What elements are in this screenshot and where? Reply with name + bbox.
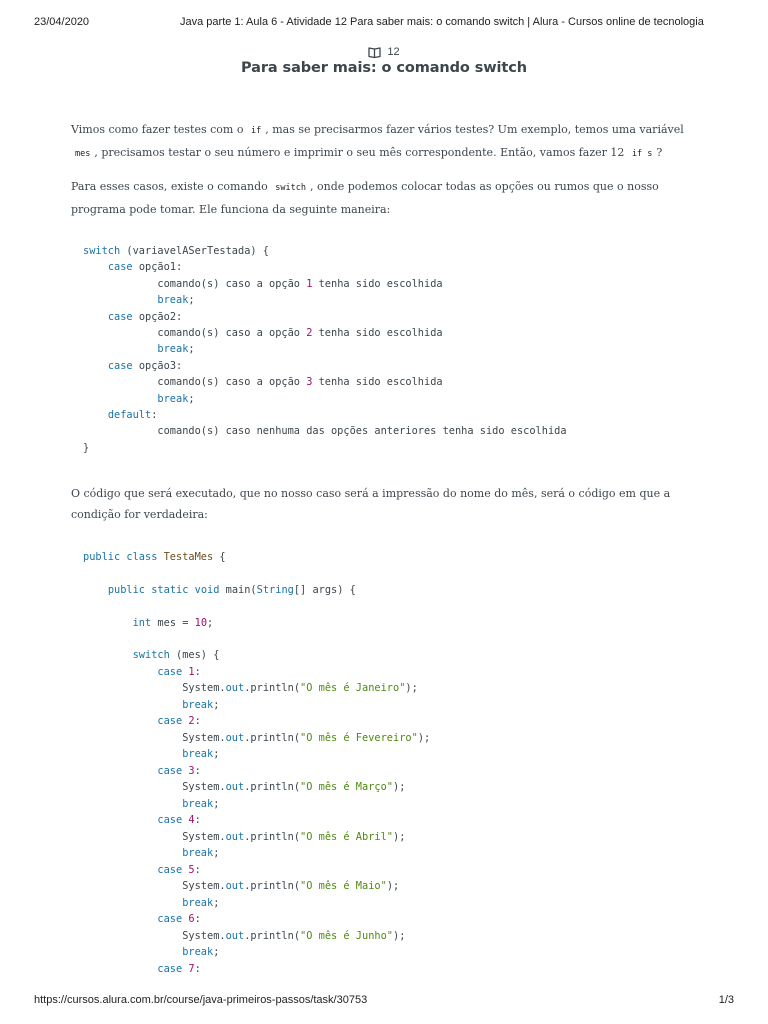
code-token: switch bbox=[132, 649, 170, 662]
text: Vimos como fazer testes com o bbox=[71, 123, 244, 136]
code-line bbox=[83, 292, 567, 308]
code-token: System. bbox=[182, 880, 226, 893]
code-token: out bbox=[225, 830, 245, 843]
code-token: ); bbox=[405, 682, 418, 695]
code-line bbox=[83, 763, 430, 780]
code-token: : bbox=[194, 715, 201, 728]
code-token: ); bbox=[393, 929, 406, 942]
code-token: 1 bbox=[188, 665, 195, 678]
code-token: case bbox=[107, 261, 133, 274]
code-token: opção1: bbox=[132, 261, 183, 274]
inline-code: if s bbox=[631, 149, 653, 159]
code-token: out bbox=[225, 929, 245, 942]
code-token: String bbox=[256, 583, 294, 596]
code-token: : bbox=[194, 863, 201, 876]
inline-code: if bbox=[250, 126, 262, 136]
code-token: .println( bbox=[244, 781, 301, 794]
code-token: comando(s) caso nenhuma das opções anteriores tenha sido escolhida bbox=[157, 425, 567, 438]
code-token: case bbox=[157, 962, 183, 975]
code-token: void bbox=[194, 583, 220, 596]
code-token: (variavelASerTestada) { bbox=[120, 245, 269, 257]
code-token: 7 bbox=[188, 962, 195, 975]
code-token: ; bbox=[213, 847, 220, 860]
print-date: 23/04/2020 bbox=[34, 16, 90, 28]
code-token: System. bbox=[182, 682, 226, 695]
code-line bbox=[83, 895, 430, 912]
code-token: : bbox=[194, 764, 201, 777]
code-token: : bbox=[194, 814, 201, 827]
code-line bbox=[83, 407, 567, 423]
code-token: System. bbox=[182, 781, 226, 794]
code-token: "O mês é Fevereiro" bbox=[300, 731, 418, 744]
code-line bbox=[83, 911, 430, 928]
code-token: ; bbox=[188, 294, 195, 307]
code-token: .println( bbox=[244, 929, 301, 942]
code-token: System. bbox=[182, 731, 226, 744]
code-token: case bbox=[157, 814, 183, 827]
text: ? bbox=[656, 146, 663, 159]
code-token: .println( bbox=[244, 880, 301, 893]
code-line bbox=[83, 309, 567, 325]
code-line bbox=[83, 944, 430, 961]
code-token: ; bbox=[207, 616, 214, 629]
code-token: "O mês é Janeiro" bbox=[300, 682, 406, 695]
code-token: .println( bbox=[244, 830, 301, 843]
code-line bbox=[83, 812, 430, 829]
code-token: comando(s) caso a opção bbox=[157, 277, 307, 290]
code-line bbox=[83, 440, 567, 456]
code-line bbox=[83, 779, 430, 796]
code-block-testames-example bbox=[83, 549, 430, 977]
code-token: ); bbox=[393, 830, 406, 843]
code-token: break bbox=[157, 392, 189, 405]
code-token: ; bbox=[213, 698, 220, 711]
code-token: 3 bbox=[188, 764, 195, 777]
code-token: switch bbox=[83, 245, 121, 257]
code-line bbox=[83, 615, 430, 632]
page-title: Para saber mais: o comando switch bbox=[241, 60, 527, 76]
code-token: 2 bbox=[188, 715, 195, 728]
task-number: 12 bbox=[387, 46, 400, 58]
code-token: "O mês é Abril" bbox=[300, 830, 394, 843]
code-token: out bbox=[225, 880, 245, 893]
code-token: break bbox=[157, 294, 189, 307]
code-token: ); bbox=[386, 880, 400, 893]
code-line bbox=[83, 664, 430, 681]
code-token: ; bbox=[213, 896, 220, 909]
code-token: .println( bbox=[244, 682, 301, 695]
code-token: System. bbox=[182, 830, 226, 843]
print-footer bbox=[0, 994, 768, 1010]
code-line bbox=[83, 374, 567, 390]
code-token: (mes) { bbox=[169, 649, 220, 662]
code-token: out bbox=[225, 682, 245, 695]
code-line bbox=[83, 276, 567, 292]
code-line bbox=[83, 680, 430, 697]
code-token: class bbox=[126, 551, 158, 563]
code-token: 10 bbox=[194, 616, 208, 629]
code-token: .println( bbox=[244, 731, 301, 744]
code-token: public bbox=[83, 551, 121, 563]
code-token: : bbox=[194, 665, 201, 678]
code-line bbox=[83, 746, 430, 763]
code-token: break bbox=[182, 698, 214, 711]
code-token: ); bbox=[417, 731, 431, 744]
code-line bbox=[83, 549, 430, 566]
code-token: ; bbox=[188, 343, 195, 356]
code-token: case bbox=[157, 715, 183, 728]
code-line bbox=[83, 829, 430, 846]
paragraph-switch-intro bbox=[71, 176, 691, 220]
text: , precisamos testar o seu número e imprimir o seu mês correspondente. Então, vamos fazer 12 bbox=[94, 146, 625, 159]
code-token: ; bbox=[213, 946, 220, 959]
code-line bbox=[83, 928, 430, 945]
code-token: "O mês é Junho" bbox=[300, 929, 394, 942]
code-line bbox=[83, 325, 567, 341]
code-token: break bbox=[182, 847, 214, 860]
code-token: break bbox=[182, 748, 214, 761]
code-token: opção2: bbox=[132, 310, 183, 323]
code-line bbox=[83, 862, 430, 879]
page-url: https://cursos.alura.com.br/course/java-primeiros-passos/task/30753 bbox=[34, 994, 368, 1006]
code-line bbox=[83, 796, 430, 813]
code-line bbox=[83, 358, 567, 374]
code-line bbox=[83, 391, 567, 407]
code-token: tenha sido escolhida bbox=[312, 277, 443, 290]
code-token: { bbox=[213, 551, 226, 563]
code-token: tenha sido escolhida bbox=[312, 326, 443, 339]
task-badge bbox=[0, 44, 768, 60]
code-token: break bbox=[182, 896, 214, 909]
code-line bbox=[83, 259, 567, 275]
paragraph-explanation: O código que será executado, que no nosso caso será a impressão do nome do mês, será o código em que a condição for verdadeira: bbox=[71, 487, 671, 521]
print-page-title: Java parte 1: Aula 6 - Atividade 12 Para saber mais: o comando switch | Alura - Cursos online de tecnologia bbox=[180, 16, 704, 28]
code-token: : bbox=[194, 962, 201, 975]
inline-code: switch bbox=[275, 183, 307, 193]
code-token: 3 bbox=[306, 376, 313, 389]
code-token: int bbox=[132, 616, 152, 629]
code-token: } bbox=[83, 441, 90, 454]
code-token: default bbox=[107, 408, 152, 421]
text: , onde podemos colocar todas as opções ou rumos que o nosso programa pode tomar. Ele funciona da seguinte maneira: bbox=[71, 180, 659, 216]
text: , mas se precisarmos fazer vários testes? Um exemplo, temos uma variável bbox=[265, 123, 684, 136]
text: Para esses casos, existe o comando bbox=[71, 180, 268, 193]
code-token: 5 bbox=[188, 863, 195, 876]
code-token: break bbox=[182, 946, 214, 959]
code-token: main( bbox=[219, 583, 257, 596]
code-token: public bbox=[107, 583, 146, 596]
code-token: opção3: bbox=[132, 359, 183, 372]
code-line bbox=[83, 243, 567, 259]
code-token: ; bbox=[213, 797, 220, 810]
code-token: case bbox=[107, 359, 133, 372]
code-line bbox=[83, 697, 430, 714]
code-line bbox=[83, 845, 430, 862]
code-line bbox=[83, 423, 567, 439]
code-line bbox=[83, 713, 430, 730]
code-token: ; bbox=[213, 748, 220, 761]
code-token: "O mês é Março" bbox=[300, 781, 394, 794]
code-token: 6 bbox=[188, 913, 195, 926]
code-token: break bbox=[182, 797, 214, 810]
print-header bbox=[0, 14, 768, 34]
code-block-switch-template bbox=[83, 243, 567, 456]
code-token: [] args) { bbox=[293, 583, 356, 596]
page-number: 1/3 bbox=[718, 994, 734, 1006]
code-token: case bbox=[157, 913, 183, 926]
code-token bbox=[83, 566, 430, 582]
code-line bbox=[83, 961, 430, 978]
code-token: "O mês é Maio" bbox=[300, 880, 387, 893]
code-line bbox=[83, 730, 430, 747]
code-token: case bbox=[157, 764, 183, 777]
code-line bbox=[83, 341, 567, 357]
code-token: out bbox=[225, 731, 245, 744]
code-token: tenha sido escolhida bbox=[312, 376, 443, 389]
book-icon bbox=[368, 46, 381, 58]
code-line bbox=[83, 647, 430, 664]
code-token: 4 bbox=[188, 814, 195, 827]
code-token bbox=[83, 598, 430, 614]
code-token: out bbox=[225, 781, 245, 794]
code-token: TestaMes bbox=[163, 551, 214, 563]
code-token: static bbox=[151, 583, 189, 596]
code-token: case bbox=[107, 310, 133, 323]
code-line bbox=[83, 582, 430, 599]
code-line bbox=[83, 878, 430, 895]
inline-code: mes bbox=[75, 149, 91, 159]
code-token: comando(s) caso a opção bbox=[157, 376, 307, 389]
code-token: mes = bbox=[151, 616, 195, 629]
code-token: System. bbox=[182, 929, 226, 942]
code-token: : bbox=[151, 408, 158, 421]
code-token: comando(s) caso a opção bbox=[157, 326, 307, 339]
code-token: ); bbox=[393, 781, 406, 794]
code-token: 2 bbox=[306, 326, 313, 339]
paragraph-intro bbox=[71, 119, 691, 165]
code-token: break bbox=[157, 343, 189, 356]
code-token: case bbox=[157, 863, 183, 876]
code-token: ; bbox=[188, 392, 195, 405]
code-token: case bbox=[157, 665, 183, 678]
code-token bbox=[83, 631, 430, 647]
code-token: 1 bbox=[306, 277, 313, 290]
code-token: : bbox=[194, 913, 201, 926]
